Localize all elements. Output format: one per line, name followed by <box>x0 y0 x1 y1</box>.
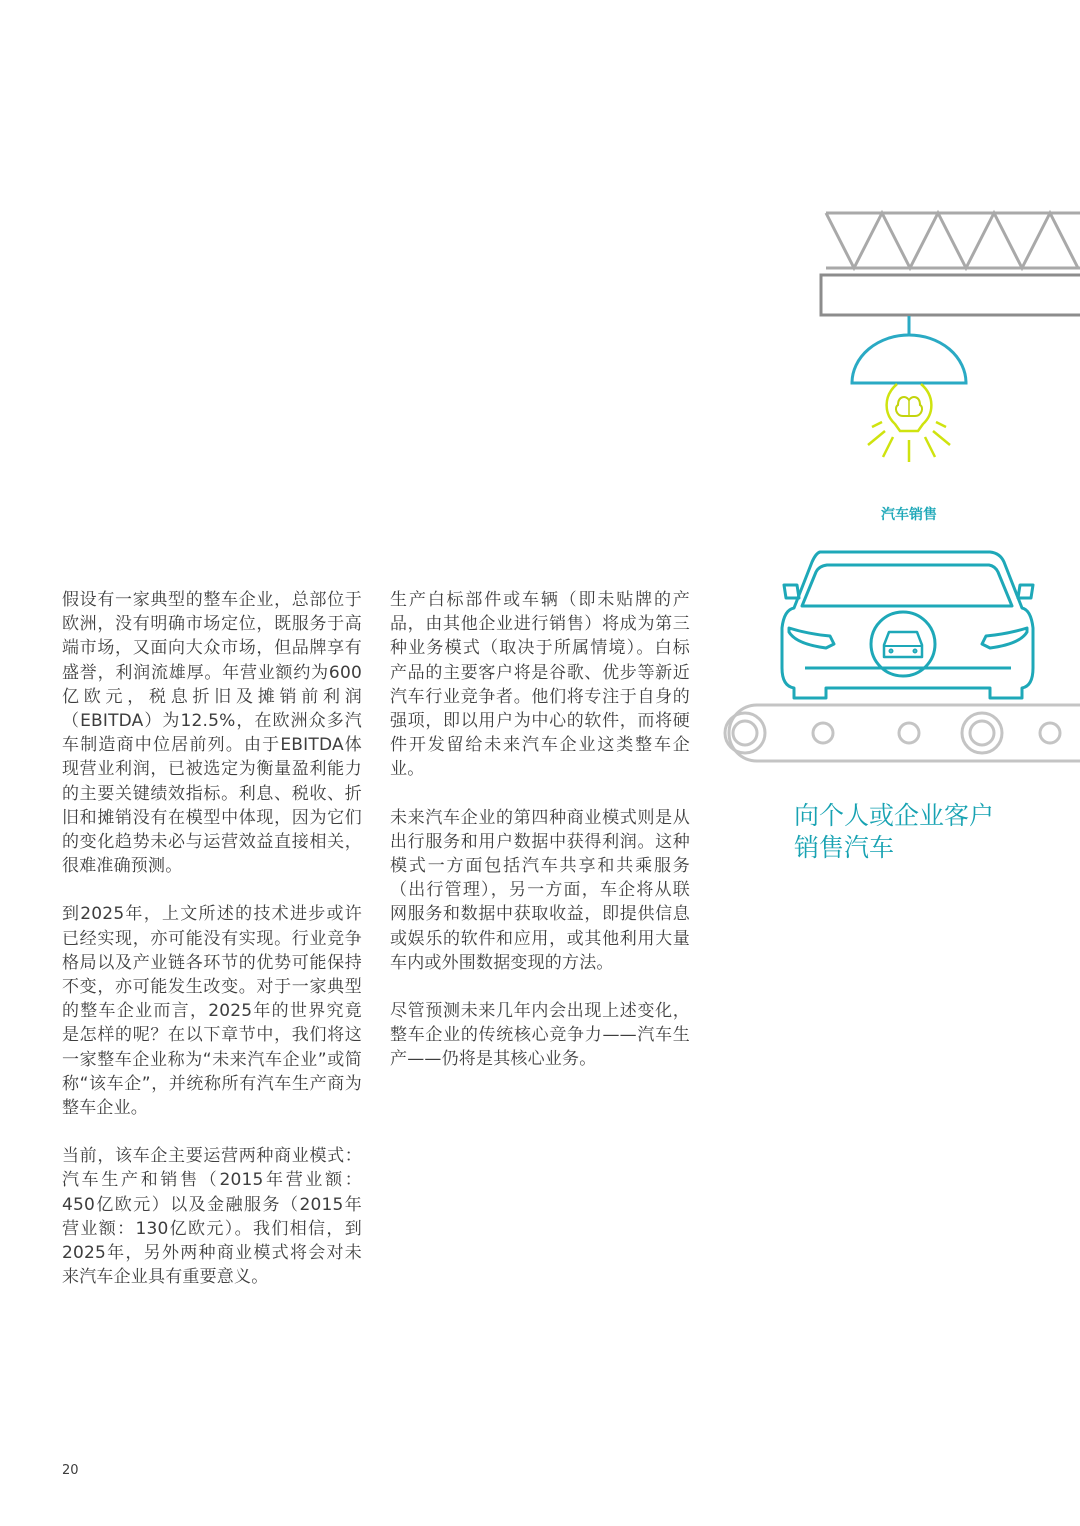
paragraph: 未来汽车企业的第四种商业模式则是从出行服务和用户数据中获得利润。这种模式一方面包括汽车共享和共乘服务（出行管理），另一方面，车企将从联网服务和数据中获取收益，即提供信息或娱乐的软件和应用，或其他利用大量车内或外围数据变现的方法。 <box>390 807 690 973</box>
beam-bar <box>821 275 1080 315</box>
headline-line-2: 销售汽车 <box>794 833 895 862</box>
paragraph: 尽管预测未来几年内会出现上述变化，整车企业的传统核心竞争力——汽车生产——仍将是其核心业务。 <box>390 1001 690 1070</box>
paragraph: 当前，该车企主要运营两种商业模式：汽车生产和销售（2015年营业额：450亿欧元）以及金融服务（2015年营业额：130亿欧元）。我们相信，到2025年，另外两种商业模式将会对未来汽车企业具有重要意义。 <box>62 1146 362 1288</box>
lightbulb-brain-icon <box>868 384 950 462</box>
truss-beam-icon <box>826 213 1080 268</box>
car-front-icon <box>782 552 1033 698</box>
section-headline <box>794 800 1064 864</box>
conveyor-belt-icon <box>725 705 1080 761</box>
text-column-right <box>390 588 690 1096</box>
headline-line-1: 向个人或企业客户 <box>794 801 995 830</box>
page-number: 20 <box>62 1463 79 1478</box>
paragraph: 到2025年，上文所述的技术进步或许已经实现，亦可能没有实现。行业竞争格局以及产业链各环节的优势可能保持不变，亦可能发生改变。对于一家典型的整车企业而言，2025年的世界究竟是怎样的呢？在以下章节中，我们将这一家整车企业称为“未来汽车企业”或简称“该车企”，并统称所有汽车生产商为整车企业。 <box>62 904 362 1119</box>
car-sales-illustration <box>700 200 1080 780</box>
paragraph: 生产白标部件或车辆（即未贴牌的产品，由其他企业进行销售）将成为第三种业务模式（取决于所属情境）。白标产品的主要客户将是谷歌、优步等新近汽车行业竞争者。他们将专注于自身的强项，即以用户为中心的软件，而将硬件开发留给未来汽车企业这类整车企业。 <box>390 590 690 780</box>
car-sales-label: 汽车销售 <box>881 507 937 523</box>
text-column-left <box>62 588 362 1313</box>
paragraph: 假设有一家典型的整车企业，总部位于欧洲，没有明确市场定位，既服务于高端市场，又面向大众市场，但品牌享有盛誉，利润流雄厚。年营业额约为600亿欧元，税息折旧及摊销前利润（EBITDA）为12.5%，在欧洲众多汽车制造商中位居前列。由于EBITDA体现营业利润，已被选定为衡量盈利能力的主要关键绩效指标。利息、税收、折旧和摊销没有在模型中体现，因为它们的变化趋势未必与运营效益直接相关，很难准确预测。 <box>62 590 362 877</box>
lamp-shade-icon <box>852 316 966 383</box>
